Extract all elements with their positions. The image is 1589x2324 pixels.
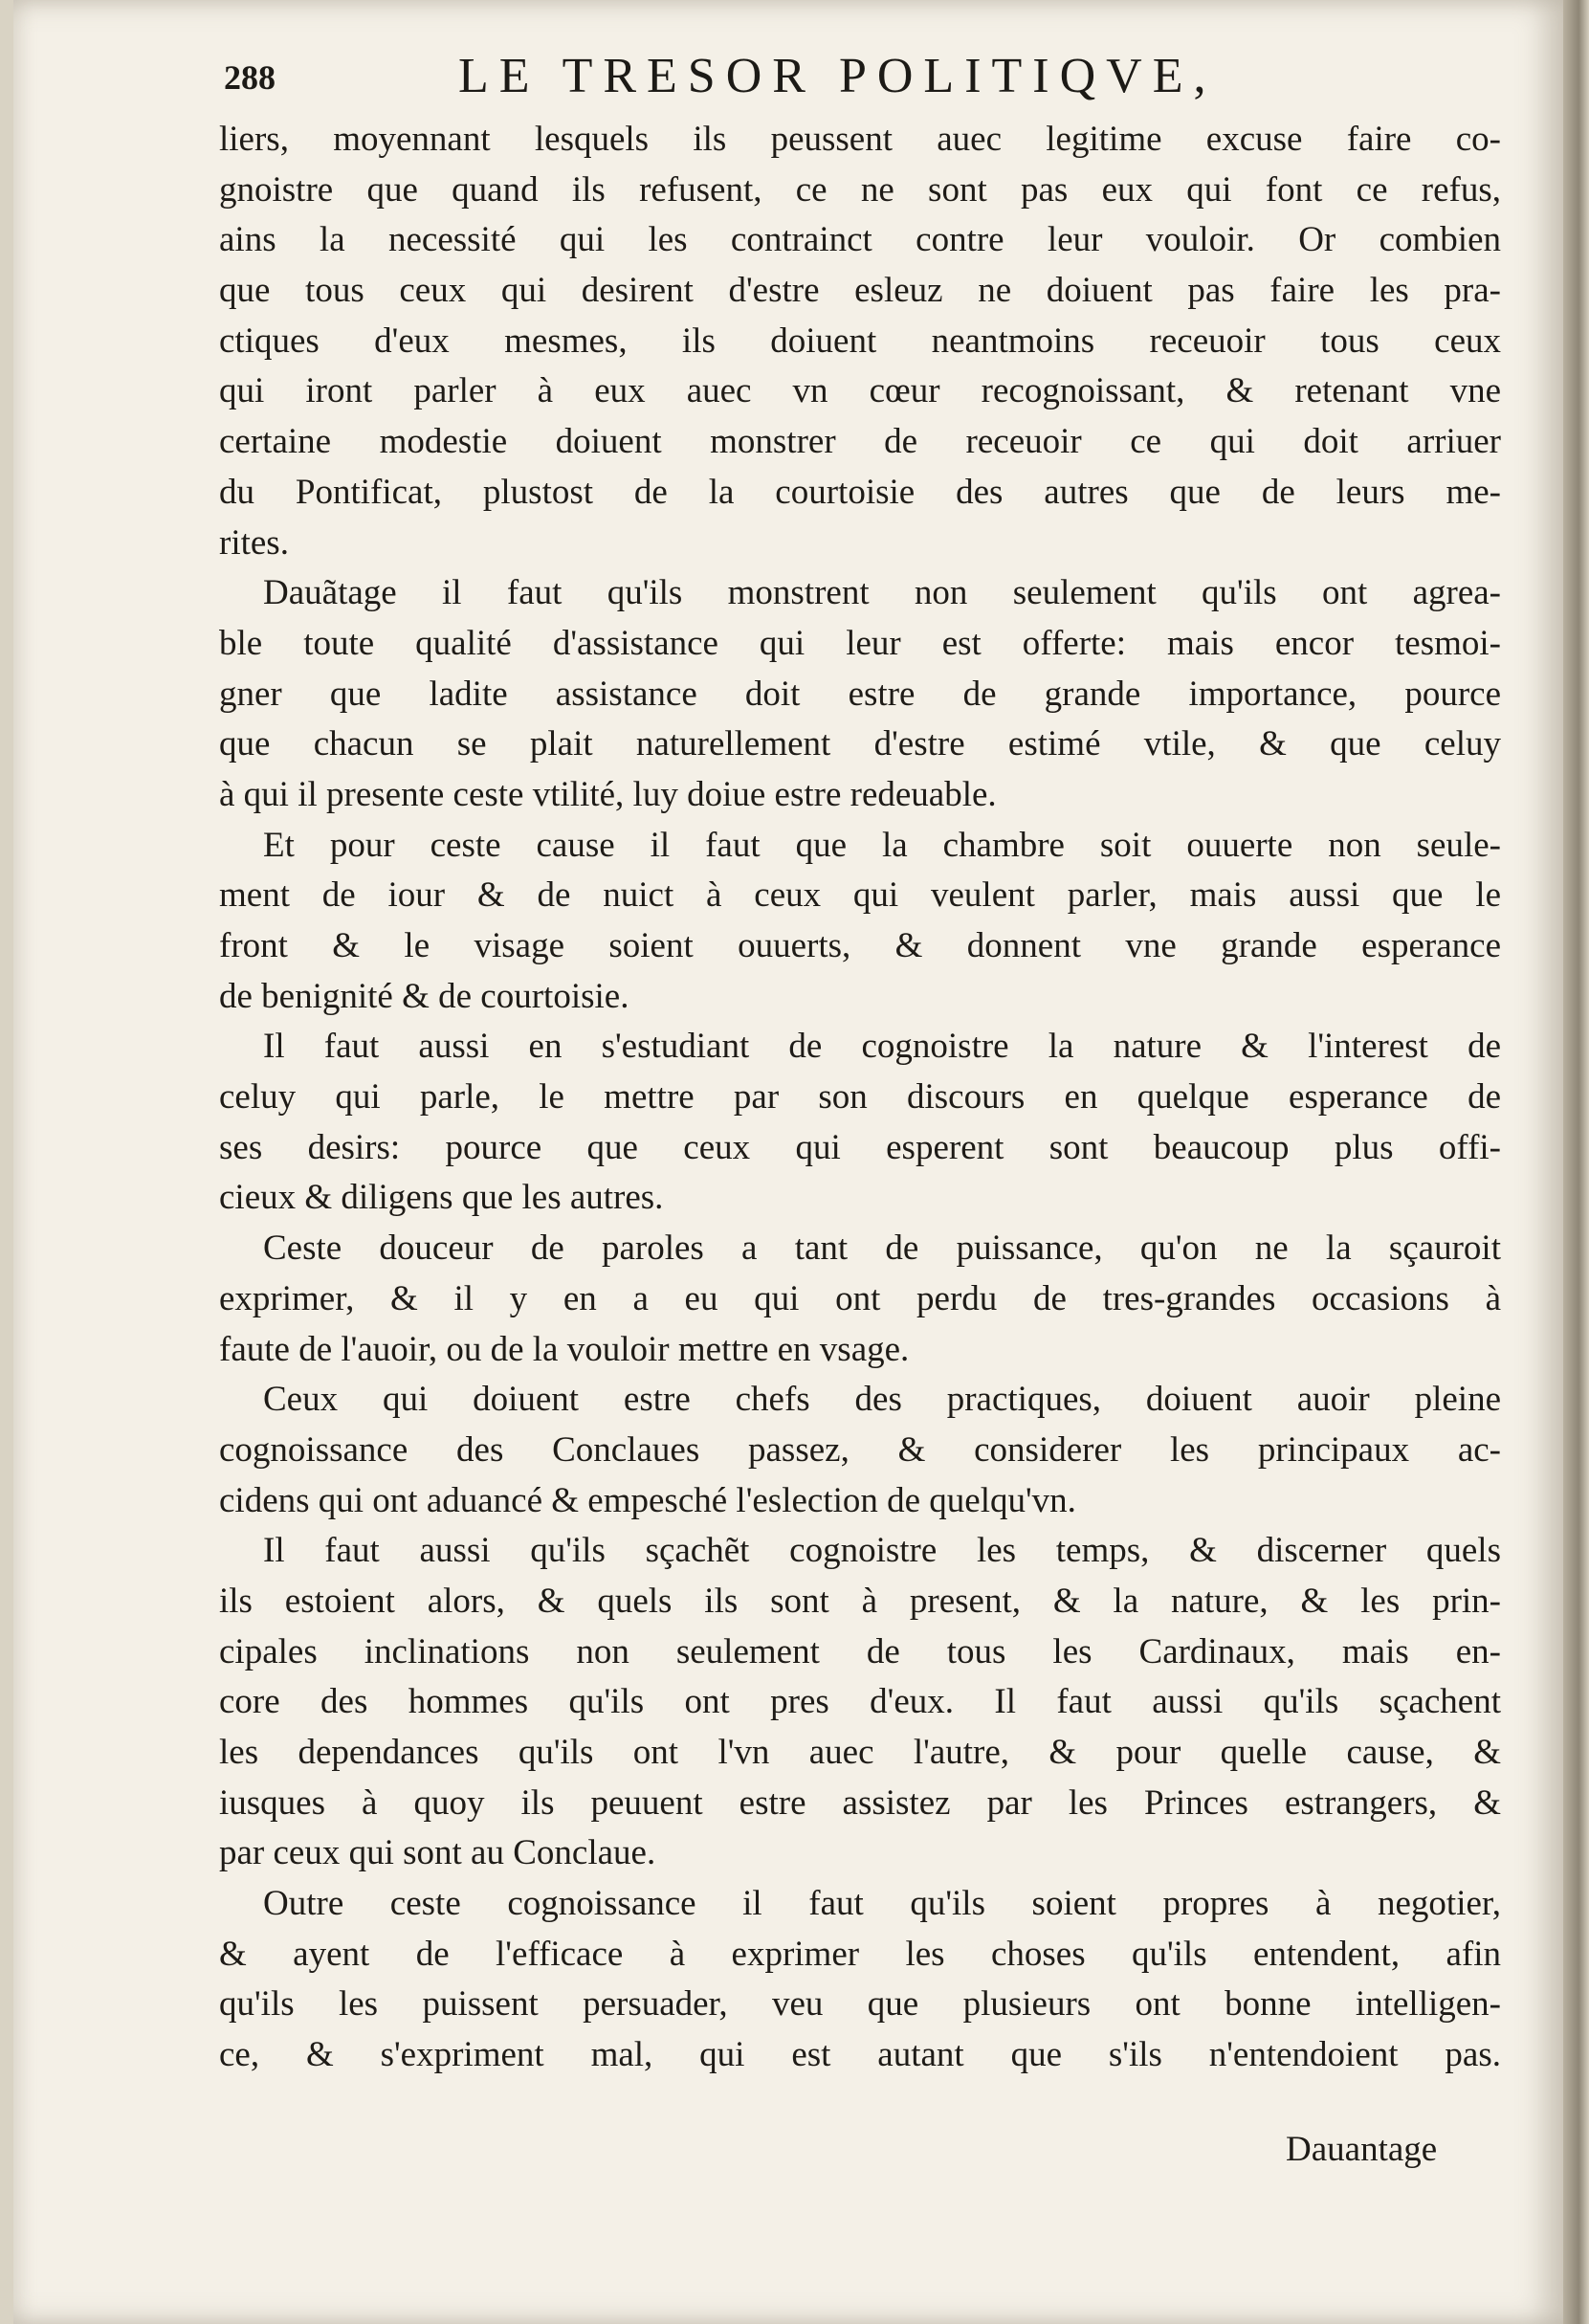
- text-line: ils estoient alors, & quels ils sont à present, & la nature, & les prin-: [219, 1581, 1501, 1621]
- text-line: de benignité & de courtoisie.: [219, 976, 629, 1016]
- text-line: Ceste douceur de paroles a tant de puissance, qu'on ne la sçauroit: [263, 1228, 1501, 1269]
- paragraph: [219, 1224, 1501, 1375]
- body-text: [219, 115, 1501, 2081]
- text-line: ctiques d'eux mesmes, ils doiuent neantmoins receuoir tous ceux: [219, 321, 1501, 361]
- text-line: qui iront parler à eux auec vn cœur recognoissant, & retenant vne: [219, 371, 1501, 411]
- text-line: par ceux qui sont au Conclaue.: [219, 1833, 656, 1873]
- text-line: cognoissance des Conclaues passez, & considerer les principaux ac-: [219, 1429, 1501, 1470]
- text-line: & ayent de l'efficace à exprimer les choses qu'ils entendent, afin: [219, 1934, 1501, 1974]
- paragraph: [219, 1375, 1501, 1526]
- book-spine-edge: [1563, 0, 1589, 2324]
- text-line: les dependances qu'ils ont l'vn auec l'autre, & pour quelle cause, &: [219, 1733, 1501, 1772]
- text-line: ble toute qualité d'assistance qui leur est offerte: mais encor tesmoi-: [219, 623, 1501, 663]
- text-line: cidens qui ont aduancé & empesché l'eslection de quelqu'vn.: [219, 1480, 1076, 1520]
- text-line: que chacun se plait naturellement d'estre estimé vtile, & que celuy: [219, 724, 1501, 764]
- paragraph: [219, 568, 1501, 820]
- text-line: gner que ladite assistance doit estre de grande importance, pource: [219, 674, 1501, 714]
- text-line: du Pontificat, plustost de la courtoisie des autres que de leurs me-: [219, 472, 1501, 512]
- text-line: ains la necessité qui les contrainct contre leur vouloir. Or combien: [219, 220, 1501, 260]
- text-line: cieux & diligens que les autres.: [219, 1178, 664, 1218]
- paragraph: [219, 1879, 1501, 2081]
- text-line: liers, moyennant lesquels ils peussent auec legitime excuse faire co-: [219, 120, 1501, 159]
- text-line: ses desirs: pource que ceux qui esperent sont beaucoup plus offi-: [219, 1127, 1501, 1167]
- text-line: à qui il presente ceste vtilité, luy doiue estre redeuable.: [219, 774, 997, 814]
- text-line: ment de iour & de nuict à ceux qui veulent parler, mais aussi que le: [219, 875, 1501, 916]
- text-line: exprimer, & il y en a eu qui ont perdu de tres-grandes occasions à: [219, 1278, 1501, 1318]
- catchword: Dauantage: [1286, 2130, 1438, 2169]
- text-line: que tous ceux qui desirent d'estre esleuz ne doiuent pas faire les pra-: [219, 271, 1501, 311]
- text-line: Outre ceste cognoissance il faut qu'ils soient propres à negotier,: [263, 1884, 1501, 1924]
- text-line: iusques à quoy ils peuuent estre assistez par les Princes estrangers, &: [219, 1782, 1501, 1823]
- running-head: [205, 40, 1468, 109]
- text-line: faute de l'auoir, ou de la vouloir mettre en vsage.: [219, 1329, 910, 1369]
- text-line: rites.: [219, 522, 289, 563]
- paragraph: [219, 115, 1501, 568]
- text-line: core des hommes qu'ils ont pres d'eux. Il faut aussi qu'ils sçachent: [219, 1682, 1501, 1722]
- text-line: celuy qui parle, le mettre par son discours en quelque esperance de: [219, 1077, 1501, 1118]
- page-number: 288: [224, 58, 276, 97]
- text-line: qu'ils les puissent persuader, veu que plusieurs ont bonne intelligen-: [219, 1984, 1501, 2025]
- text-line: gnoistre que quand ils refusent, ce ne sont pas eux qui font ce refus,: [219, 169, 1501, 210]
- text-line: Dauãtage il faut qu'ils monstrent non seulement qu'ils ont agrea-: [263, 573, 1501, 613]
- running-title: LE TRESOR POLITIQVE,: [458, 49, 1217, 103]
- paragraph: [219, 1526, 1501, 1879]
- text-line: ce, & s'expriment mal, qui est autant que s'ils n'entendoient pas.: [219, 2035, 1501, 2075]
- text-line: Il faut aussi qu'ils sçachẽt cognoistre les temps, & discerner quels: [263, 1531, 1501, 1571]
- text-line: front & le visage soient ouuerts, & donnent vne grande esperance: [219, 926, 1501, 965]
- text-line: Il faut aussi en s'estudiant de cognoistre la nature & l'interest de: [263, 1027, 1501, 1067]
- text-line: cipales inclinations non seulement de tous les Cardinaux, mais en-: [219, 1631, 1501, 1671]
- text-line: Ceux qui doiuent estre chefs des practiques, doiuent auoir pleine: [263, 1380, 1501, 1420]
- text-line: Et pour ceste cause il faut que la chambre soit ouuerte non seule-: [263, 825, 1501, 865]
- text-line: certaine modestie doiuent monstrer de receuoir ce qui doit arriuer: [219, 422, 1501, 462]
- paragraph: [219, 821, 1501, 1023]
- book-page: [13, 0, 1563, 2324]
- paragraph: [219, 1022, 1501, 1224]
